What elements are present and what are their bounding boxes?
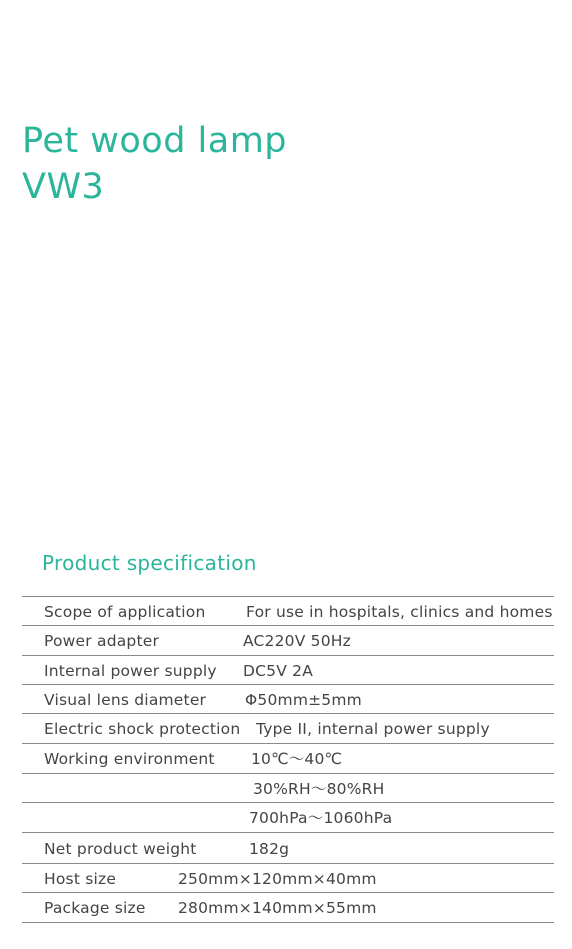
spec-value: For use in hospitals, clinics and homes <box>246 603 553 621</box>
spec-value: 250mm×120mm×40mm <box>178 870 377 888</box>
spec-value: 30%RH～80%RH <box>253 780 385 798</box>
spec-label: Visual lens diameter <box>44 691 207 709</box>
spec-value: DC5V 2A <box>243 662 314 680</box>
spec-label: Host size <box>44 870 117 888</box>
spec-value: 700hPa～1060hPa <box>249 809 393 827</box>
product-title-name: Pet wood lamp <box>22 121 288 161</box>
spec-row-internal-power <box>22 656 554 685</box>
spec-value: 182g <box>249 840 290 858</box>
spec-row-working-environment <box>22 744 554 774</box>
spec-label: Scope of application <box>44 603 206 621</box>
spec-value: 280mm×140mm×55mm <box>178 899 377 917</box>
product-title <box>22 118 287 210</box>
spec-row-lens-diameter <box>22 685 554 714</box>
spec-table <box>22 596 554 923</box>
spec-row-power-adapter <box>22 626 554 656</box>
spec-row-host-size <box>22 864 554 893</box>
spec-label: Package size <box>44 899 146 917</box>
spec-label: Power adapter <box>44 632 160 650</box>
spec-row-humidity <box>22 774 554 803</box>
spec-label: Working environment <box>44 750 215 768</box>
spec-row-pressure <box>22 803 554 833</box>
spec-value: AC220V 50Hz <box>243 632 351 650</box>
spec-row-net-weight <box>22 833 554 864</box>
spec-value: Type II, internal power supply <box>256 720 490 738</box>
spec-label: Internal power supply <box>44 662 217 680</box>
product-title-model: VW3 <box>22 167 105 207</box>
spec-value: Φ50mm±5mm <box>245 691 362 709</box>
spec-row-package-size <box>22 893 554 923</box>
spec-heading: Product specification <box>42 551 257 575</box>
spec-row-scope <box>22 597 554 626</box>
spec-value: 10℃～40℃ <box>251 750 343 768</box>
spec-label: Electric shock protection <box>44 720 241 738</box>
spec-label: Net product weight <box>44 840 197 858</box>
spec-row-shock-protection <box>22 714 554 744</box>
